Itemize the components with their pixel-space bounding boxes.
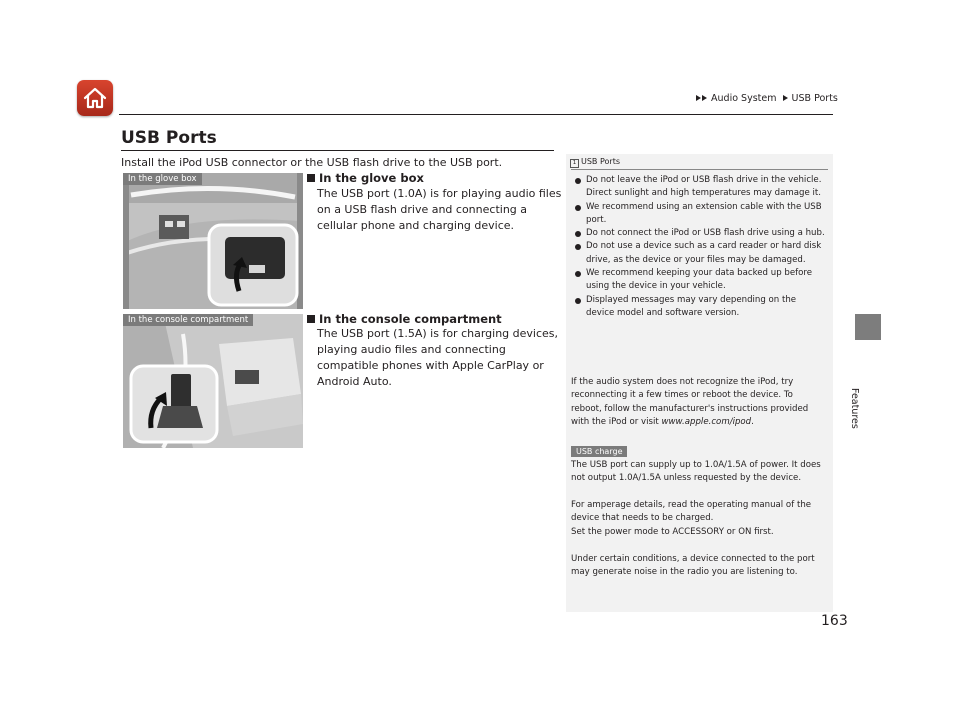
page-title: USB Ports (121, 128, 217, 148)
notes-sidebar (566, 154, 833, 612)
console-photo (123, 314, 303, 448)
home-button[interactable] (77, 80, 113, 116)
glovebox-heading-text: In the glove box (319, 171, 424, 185)
breadcrumb-arrow-icon (696, 93, 708, 104)
console-heading-text: In the console compartment (319, 312, 502, 326)
breadcrumb-item-usb-ports: USB Ports (791, 93, 838, 104)
home-icon (82, 85, 108, 111)
breadcrumb-arrow-icon (780, 93, 789, 104)
list-item: We recommend using an extension cable with the USB port. (574, 201, 826, 228)
glovebox-photo-caption: In the glove box (123, 173, 202, 185)
console-illustration (123, 314, 303, 448)
console-photo-caption: In the console compartment (123, 314, 253, 326)
glovebox-photo (123, 173, 303, 309)
section-square-icon (307, 315, 315, 323)
power-mode-note: Set the power mode to ACCESSORY or ON first. (571, 527, 774, 537)
glovebox-body: The USB port (1.0A) is for playing audio files on a USB flash drive and connecting a cellular phone and charging device. (317, 187, 562, 232)
usb-charge-badge: USB charge (571, 446, 627, 457)
list-item: We recommend keeping your data backed up before using the device in your vehicle. (574, 267, 826, 294)
page-number: 163 (821, 613, 848, 629)
list-item: Do not leave the iPod or USB flash drive in the vehicle. Direct sunlight and high temperatures may damage it. (574, 174, 826, 201)
breadcrumb (696, 93, 838, 104)
console-heading (307, 312, 502, 326)
list-item: Do not connect the iPod or USB flash drive using a hub. (574, 227, 826, 240)
sidebar-title (570, 157, 620, 168)
ipod-reboot-end: . (751, 416, 754, 427)
section-square-icon (307, 174, 315, 182)
title-divider (121, 150, 554, 151)
noise-note: Under certain conditions, a device connected to the port may generate noise in the radio you are listening to. (571, 554, 815, 578)
glovebox-illustration (123, 173, 303, 309)
sidebar-divider (571, 169, 828, 170)
usb-power-note: The USB port can supply up to 1.0A/1.5A of power. It does not output 1.0A/1.5A unless requested by the device. (571, 460, 821, 484)
list-item: Displayed messages may vary depending on the device model and software version. (574, 294, 826, 321)
apple-ipod-link[interactable]: www.apple.com/ipod (661, 416, 752, 427)
chapter-tab-marker (855, 314, 881, 340)
notes-list (574, 174, 826, 320)
amperage-note: For amperage details, read the operating manual of the device that needs to be charged. (571, 500, 812, 524)
ipod-reboot-text: If the audio system does not recognize the iPod, try reconnecting it a few times or reboot the device. To reboot, follow the manufacturer's instructions provided with the iPod or visit (571, 377, 809, 427)
header-divider (119, 114, 833, 115)
breadcrumb-item-audio-system[interactable]: Audio System (711, 93, 777, 104)
console-body: The USB port (1.5A) is for charging devices, playing audio files and connecting compatible phones with Apple CarPlay or Android Auto. (317, 327, 559, 388)
chapter-tab-label: Features (849, 388, 860, 429)
reference-mark-icon: 1 (570, 159, 579, 168)
glovebox-heading (307, 171, 424, 185)
ipod-reboot-note (571, 376, 825, 429)
sidebar-title-text: USB Ports (581, 157, 620, 166)
list-item: Do not use a device such as a card reader or hard disk drive, as the device or your files may be damaged. (574, 240, 826, 267)
intro-text: Install the iPod USB connector or the USB flash drive to the USB port. (121, 156, 503, 169)
